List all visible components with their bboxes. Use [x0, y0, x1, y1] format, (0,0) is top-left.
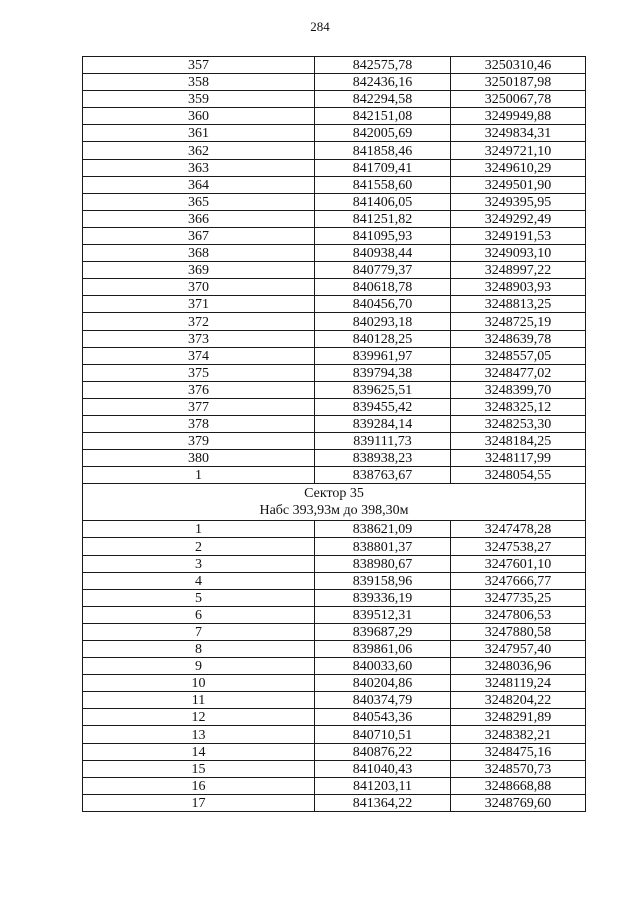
x-coordinate-cell: 840128,25 — [315, 330, 451, 347]
table-row — [83, 760, 586, 777]
table-row — [83, 777, 586, 794]
point-number-cell: 374 — [83, 347, 315, 364]
table-row — [83, 726, 586, 743]
table-row — [83, 210, 586, 227]
point-number-cell: 3 — [83, 555, 315, 572]
table-row — [83, 538, 586, 555]
coordinates-table — [82, 56, 586, 812]
x-coordinate-cell: 842436,16 — [315, 74, 451, 91]
x-coordinate-cell: 838621,09 — [315, 521, 451, 538]
table-row — [83, 450, 586, 467]
point-number-cell: 378 — [83, 415, 315, 432]
x-coordinate-cell: 840618,78 — [315, 279, 451, 296]
table-row — [83, 589, 586, 606]
point-number-cell: 362 — [83, 142, 315, 159]
x-coordinate-cell: 841558,60 — [315, 176, 451, 193]
x-coordinate-cell: 841858,46 — [315, 142, 451, 159]
table-row — [83, 692, 586, 709]
y-coordinate-cell: 3248997,22 — [451, 262, 586, 279]
table-row — [83, 57, 586, 74]
table-row — [83, 743, 586, 760]
y-coordinate-cell: 3248399,70 — [451, 381, 586, 398]
x-coordinate-cell: 841040,43 — [315, 760, 451, 777]
y-coordinate-cell: 3249191,53 — [451, 227, 586, 244]
point-number-cell: 372 — [83, 313, 315, 330]
point-number-cell: 9 — [83, 658, 315, 675]
point-number-cell: 5 — [83, 589, 315, 606]
table-row — [83, 347, 586, 364]
table-row — [83, 415, 586, 432]
point-number-cell: 17 — [83, 794, 315, 811]
point-number-cell: 368 — [83, 245, 315, 262]
x-coordinate-cell: 840033,60 — [315, 658, 451, 675]
x-coordinate-cell: 838801,37 — [315, 538, 451, 555]
table-row — [83, 279, 586, 296]
x-coordinate-cell: 839284,14 — [315, 415, 451, 432]
sector-title: Сектор 35 — [304, 486, 364, 502]
x-coordinate-cell: 841095,93 — [315, 227, 451, 244]
point-number-cell: 359 — [83, 91, 315, 108]
x-coordinate-cell: 839794,38 — [315, 364, 451, 381]
table-row — [83, 467, 586, 484]
y-coordinate-cell: 3250310,46 — [451, 57, 586, 74]
x-coordinate-cell: 839158,96 — [315, 572, 451, 589]
y-coordinate-cell: 3250187,98 — [451, 74, 586, 91]
table-row — [83, 313, 586, 330]
y-coordinate-cell: 3247478,28 — [451, 521, 586, 538]
point-number-cell: 363 — [83, 159, 315, 176]
point-number-cell: 11 — [83, 692, 315, 709]
point-number-cell: 380 — [83, 450, 315, 467]
x-coordinate-cell: 838938,23 — [315, 450, 451, 467]
x-coordinate-cell: 841406,05 — [315, 193, 451, 210]
point-number-cell: 7 — [83, 623, 315, 640]
table-row — [83, 91, 586, 108]
y-coordinate-cell: 3248036,96 — [451, 658, 586, 675]
x-coordinate-cell: 839512,31 — [315, 606, 451, 623]
table-body-before — [83, 57, 586, 484]
x-coordinate-cell: 840293,18 — [315, 313, 451, 330]
y-coordinate-cell: 3248184,25 — [451, 433, 586, 450]
y-coordinate-cell: 3248570,73 — [451, 760, 586, 777]
y-coordinate-cell: 3249610,29 — [451, 159, 586, 176]
point-number-cell: 364 — [83, 176, 315, 193]
y-coordinate-cell: 3248382,21 — [451, 726, 586, 743]
y-coordinate-cell: 3249395,95 — [451, 193, 586, 210]
y-coordinate-cell: 3247538,27 — [451, 538, 586, 555]
y-coordinate-cell: 3249501,90 — [451, 176, 586, 193]
y-coordinate-cell: 3248325,12 — [451, 398, 586, 415]
point-number-cell: 367 — [83, 227, 315, 244]
sector-header-body — [83, 484, 586, 521]
x-coordinate-cell: 842151,08 — [315, 108, 451, 125]
x-coordinate-cell: 842294,58 — [315, 91, 451, 108]
table-row — [83, 125, 586, 142]
x-coordinate-cell: 841203,11 — [315, 777, 451, 794]
point-number-cell: 376 — [83, 381, 315, 398]
x-coordinate-cell: 839687,29 — [315, 623, 451, 640]
table-row — [83, 176, 586, 193]
x-coordinate-cell: 838980,67 — [315, 555, 451, 572]
x-coordinate-cell: 842575,78 — [315, 57, 451, 74]
table-row — [83, 142, 586, 159]
table-row — [83, 641, 586, 658]
y-coordinate-cell: 3247957,40 — [451, 641, 586, 658]
point-number-cell: 13 — [83, 726, 315, 743]
x-coordinate-cell: 839625,51 — [315, 381, 451, 398]
point-number-cell: 1 — [83, 521, 315, 538]
table-row — [83, 227, 586, 244]
table-row — [83, 159, 586, 176]
table-row — [83, 296, 586, 313]
table-row — [83, 330, 586, 347]
y-coordinate-cell: 3248903,93 — [451, 279, 586, 296]
y-coordinate-cell: 3249721,10 — [451, 142, 586, 159]
point-number-cell: 2 — [83, 538, 315, 555]
sector-subtitle: Набс 393,93м до 398,30м — [259, 503, 409, 519]
point-number-cell: 375 — [83, 364, 315, 381]
table-row — [83, 262, 586, 279]
point-number-cell: 16 — [83, 777, 315, 794]
point-number-cell: 14 — [83, 743, 315, 760]
point-number-cell: 15 — [83, 760, 315, 777]
x-coordinate-cell: 840710,51 — [315, 726, 451, 743]
y-coordinate-cell: 3248117,99 — [451, 450, 586, 467]
table-row — [83, 398, 586, 415]
x-coordinate-cell: 840938,44 — [315, 245, 451, 262]
y-coordinate-cell: 3248253,30 — [451, 415, 586, 432]
x-coordinate-cell: 842005,69 — [315, 125, 451, 142]
x-coordinate-cell: 840456,70 — [315, 296, 451, 313]
y-coordinate-cell: 3248477,02 — [451, 364, 586, 381]
table-row — [83, 521, 586, 538]
point-number-cell: 377 — [83, 398, 315, 415]
y-coordinate-cell: 3247735,25 — [451, 589, 586, 606]
table-row — [83, 606, 586, 623]
table-row — [83, 108, 586, 125]
point-number-cell: 373 — [83, 330, 315, 347]
point-number-cell: 366 — [83, 210, 315, 227]
point-number-cell: 365 — [83, 193, 315, 210]
x-coordinate-cell: 839961,97 — [315, 347, 451, 364]
y-coordinate-cell: 3248725,19 — [451, 313, 586, 330]
y-coordinate-cell: 3248557,05 — [451, 347, 586, 364]
x-coordinate-cell: 840543,36 — [315, 709, 451, 726]
table-body-after — [83, 521, 586, 812]
point-number-cell: 361 — [83, 125, 315, 142]
y-coordinate-cell: 3249292,49 — [451, 210, 586, 227]
point-number-cell: 358 — [83, 74, 315, 91]
x-coordinate-cell: 839861,06 — [315, 641, 451, 658]
y-coordinate-cell: 3249949,88 — [451, 108, 586, 125]
point-number-cell: 357 — [83, 57, 315, 74]
y-coordinate-cell: 3250067,78 — [451, 91, 586, 108]
y-coordinate-cell: 3248054,55 — [451, 467, 586, 484]
y-coordinate-cell: 3247601,10 — [451, 555, 586, 572]
table-row — [83, 709, 586, 726]
point-number-cell: 371 — [83, 296, 315, 313]
table-row — [83, 623, 586, 640]
y-coordinate-cell: 3249093,10 — [451, 245, 586, 262]
y-coordinate-cell: 3248668,88 — [451, 777, 586, 794]
x-coordinate-cell: 840779,37 — [315, 262, 451, 279]
x-coordinate-cell: 838763,67 — [315, 467, 451, 484]
x-coordinate-cell: 839111,73 — [315, 433, 451, 450]
y-coordinate-cell: 3247880,58 — [451, 623, 586, 640]
point-number-cell: 10 — [83, 675, 315, 692]
point-number-cell: 1 — [83, 467, 315, 484]
y-coordinate-cell: 3248813,25 — [451, 296, 586, 313]
x-coordinate-cell: 841364,22 — [315, 794, 451, 811]
table-row — [83, 364, 586, 381]
sector-header-row — [83, 484, 586, 521]
sector-header-cell — [83, 484, 586, 521]
table-row — [83, 675, 586, 692]
point-number-cell: 370 — [83, 279, 315, 296]
y-coordinate-cell: 3249834,31 — [451, 125, 586, 142]
x-coordinate-cell: 840204,86 — [315, 675, 451, 692]
table-row — [83, 381, 586, 398]
table-row — [83, 658, 586, 675]
y-coordinate-cell: 3248119,24 — [451, 675, 586, 692]
coordinates-table-container — [82, 56, 584, 812]
y-coordinate-cell: 3247666,77 — [451, 572, 586, 589]
x-coordinate-cell: 840374,79 — [315, 692, 451, 709]
table-row — [83, 433, 586, 450]
point-number-cell: 369 — [83, 262, 315, 279]
table-row — [83, 193, 586, 210]
table-row — [83, 245, 586, 262]
y-coordinate-cell: 3248639,78 — [451, 330, 586, 347]
point-number-cell: 12 — [83, 709, 315, 726]
x-coordinate-cell: 839455,42 — [315, 398, 451, 415]
x-coordinate-cell: 839336,19 — [315, 589, 451, 606]
point-number-cell: 6 — [83, 606, 315, 623]
point-number-cell: 379 — [83, 433, 315, 450]
y-coordinate-cell: 3248475,16 — [451, 743, 586, 760]
table-row — [83, 794, 586, 811]
point-number-cell: 4 — [83, 572, 315, 589]
x-coordinate-cell: 841709,41 — [315, 159, 451, 176]
y-coordinate-cell: 3247806,53 — [451, 606, 586, 623]
y-coordinate-cell: 3248291,89 — [451, 709, 586, 726]
table-row — [83, 555, 586, 572]
y-coordinate-cell: 3248204,22 — [451, 692, 586, 709]
point-number-cell: 360 — [83, 108, 315, 125]
x-coordinate-cell: 840876,22 — [315, 743, 451, 760]
x-coordinate-cell: 841251,82 — [315, 210, 451, 227]
table-row — [83, 572, 586, 589]
page-number: 284 — [310, 19, 330, 34]
point-number-cell: 8 — [83, 641, 315, 658]
y-coordinate-cell: 3248769,60 — [451, 794, 586, 811]
table-row — [83, 74, 586, 91]
